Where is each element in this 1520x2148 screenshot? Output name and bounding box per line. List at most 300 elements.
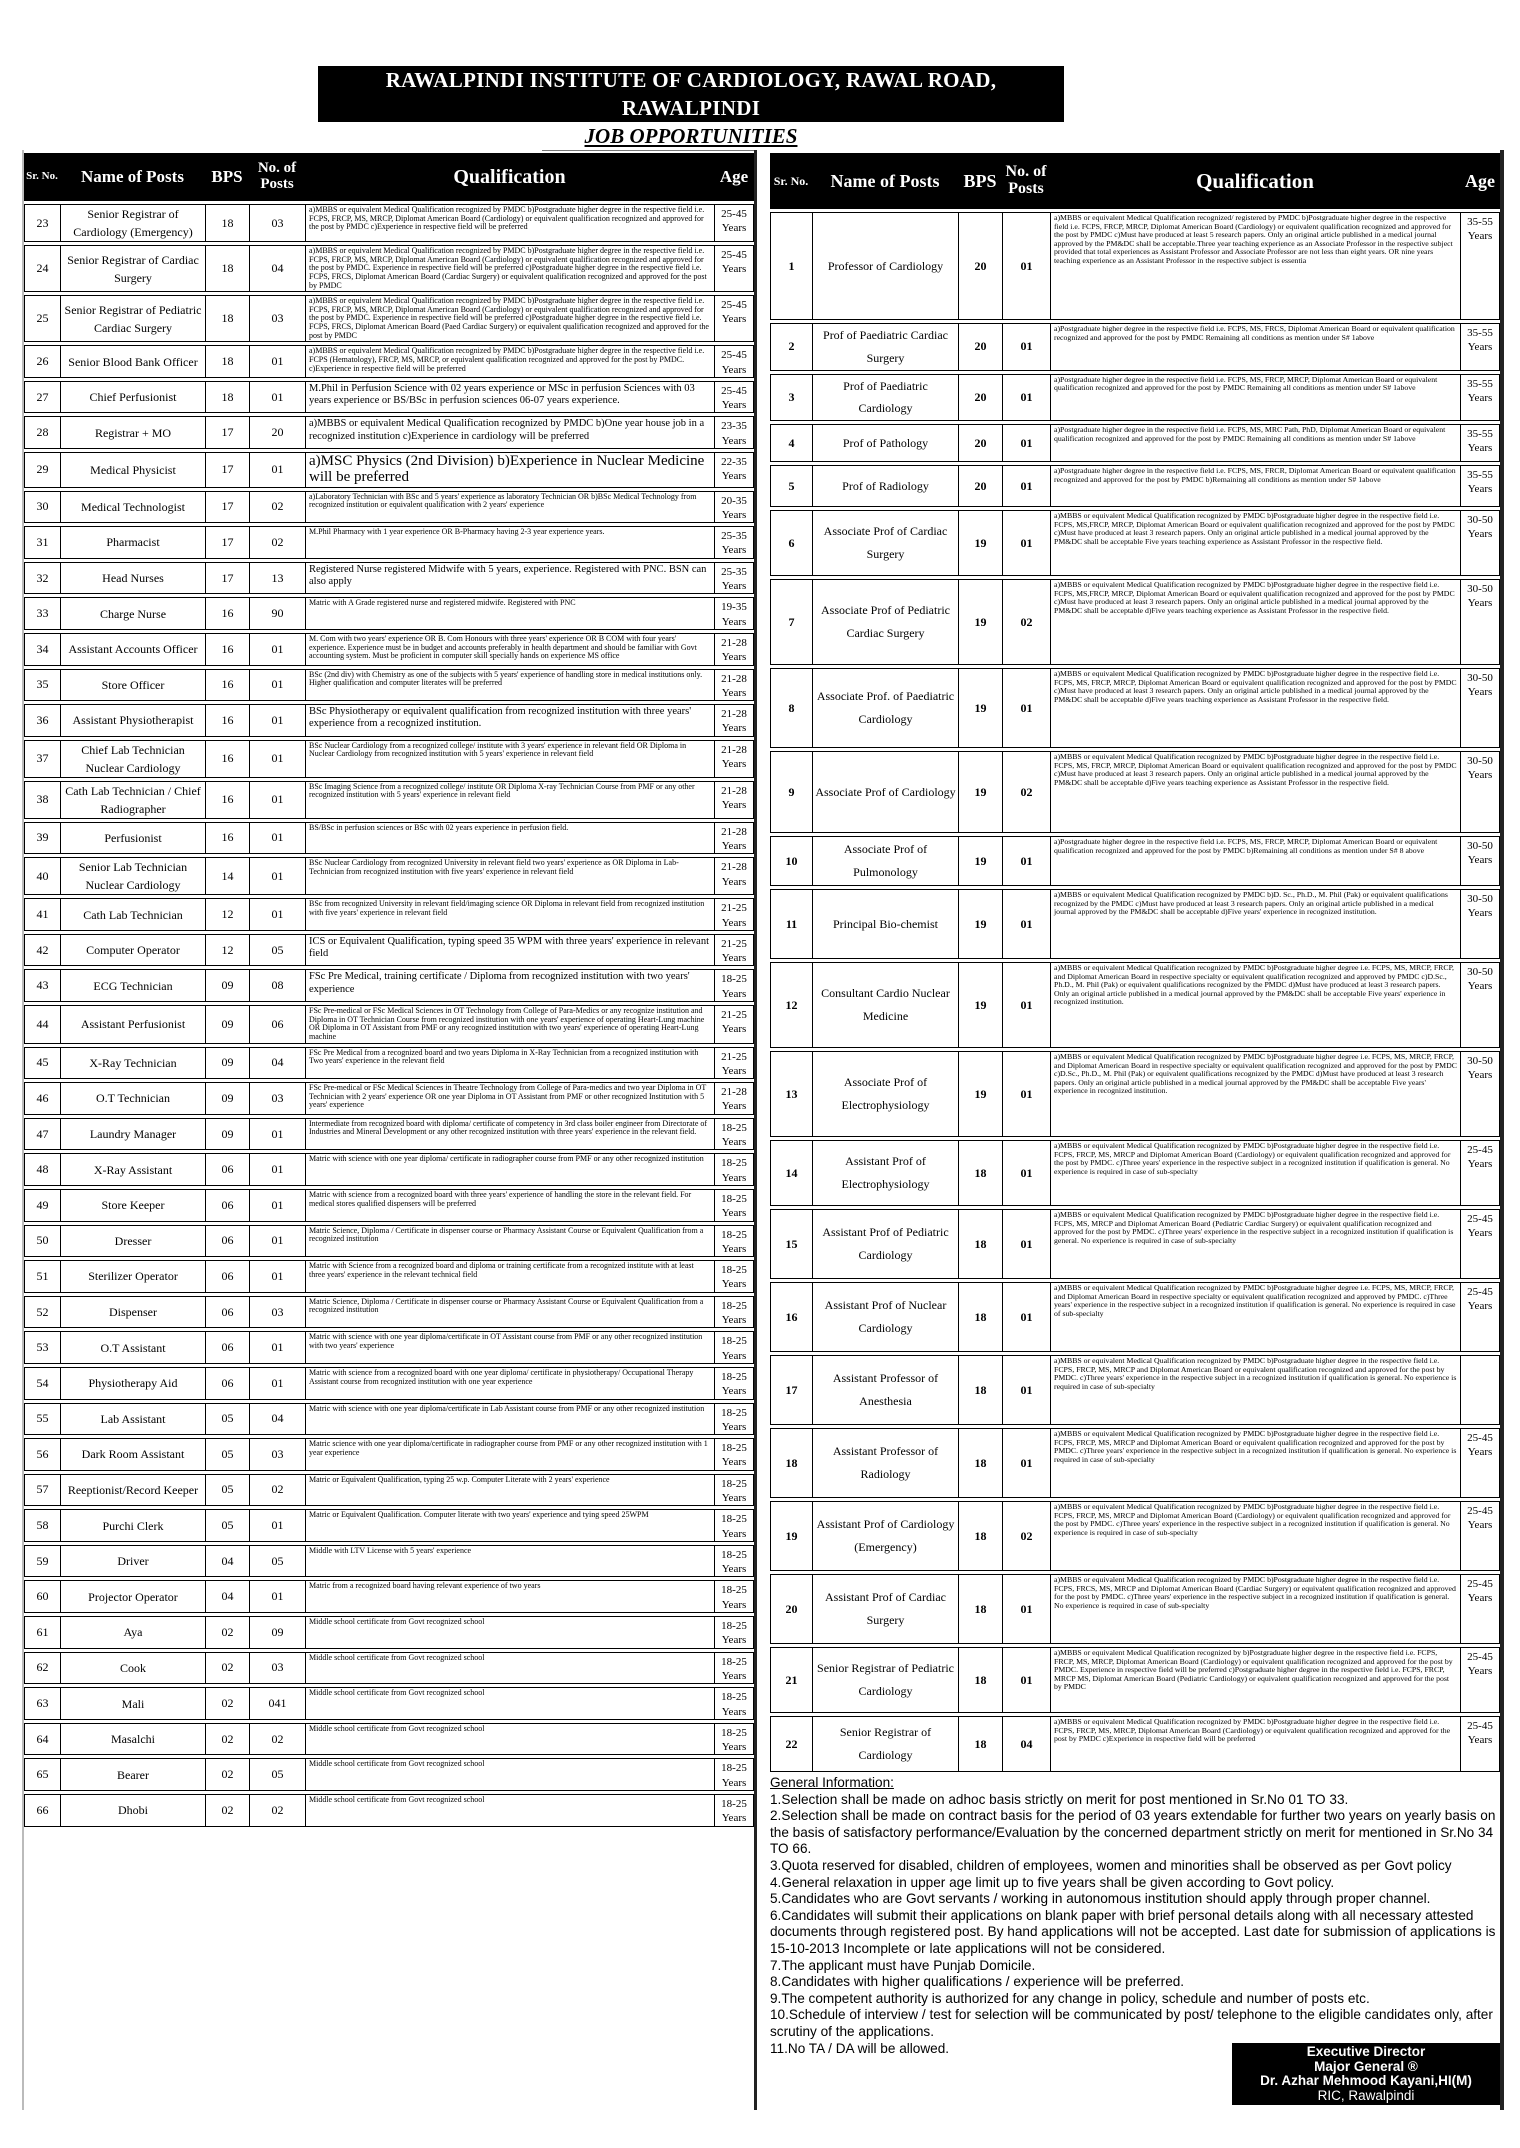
sr-number: 63 [24, 1687, 60, 1720]
qualification: Matric with Science from a recognized board and diploma or training certificate from a recognized institute with at least three years' experience in the relevant technical field [305, 1260, 714, 1293]
general-item: 6.Candidates will submit their applications on blank paper with brief personal details along with all necessary attested documents through registered post. By hand applications will not be accepted. Last date for submission of applications is 15-10-2013 Incomplete or late applications will not be considered. [770, 1907, 1496, 1956]
qualification: a)Postgraduate higher degree in the respective field i.e. FCPS, MS, FRCR, Diplomat American Board or equivalent qualification recognized and approved for the post by PMDC b)Remaining all conditions as mention under S# 1above [1050, 465, 1460, 507]
table-row [24, 822, 754, 855]
table-row [24, 491, 754, 524]
bps-grade: 04 [205, 1545, 249, 1578]
number-of-posts: 08 [249, 969, 305, 1002]
table-row [770, 889, 1500, 959]
qualification: a)MBBS or equivalent Medical Qualification recognized by b)Postgraduate higher degree in the respective field i.e. FCPS, FRCP, MS, MRCP, Diplomat American Board (Cardiology) or equivalent qualification recognized and approved for the post by PMDC. Experience in respective field will be preferred c)Postgraduate higher degree in the respective field i.e. FCPS, FRCP, MRCP MS, Diplomat American Board (Pediatric Cardiology) or equivalent qualification recognized and approved for the post by PMDC [1050, 1647, 1460, 1713]
number-of-posts: 09 [249, 1616, 305, 1649]
qualification: Registered Nurse registered Midwife with 5 years, experience. Registered with PNC. BSN can also apply [305, 562, 714, 595]
bps-grade: 16 [205, 633, 249, 666]
table-row [770, 962, 1500, 1048]
signature-block [1232, 2043, 1500, 2105]
post-name: X-Ray Technician [60, 1047, 205, 1080]
age-limit: 30-50 Years [1460, 889, 1500, 959]
number-of-posts: 01 [249, 1260, 305, 1293]
col-age: Age [714, 153, 754, 201]
number-of-posts: 03 [249, 1652, 305, 1685]
number-of-posts: 01 [249, 633, 305, 666]
table-row [24, 969, 754, 1002]
number-of-posts: 04 [1002, 1716, 1050, 1772]
number-of-posts: 02 [249, 1474, 305, 1507]
post-name: Chief Lab Technician Nuclear Cardiology [60, 740, 205, 778]
bps-grade: 18 [958, 1501, 1002, 1571]
age-limit: 19-35 Years [714, 597, 754, 630]
post-name: Assistant Prof of Cardiac Surgery [812, 1574, 958, 1644]
table-row [24, 740, 754, 778]
post-name: ECG Technician [60, 969, 205, 1002]
qualification: Matric with A Grade registered nurse and registered midwife. Registered with PNC [305, 597, 714, 630]
post-name: Associate Prof of Cardiology [812, 751, 958, 833]
number-of-posts: 01 [249, 1153, 305, 1186]
table-row [24, 1082, 754, 1115]
sr-number: 66 [24, 1794, 60, 1827]
table-row [24, 1153, 754, 1186]
post-name: Prof of Paediatric Cardiology [812, 374, 958, 422]
qualification: a)MBBS or equivalent Medical Qualification recognized by PMDC b)Postgraduate higher degree in the respective field i.e. FCPS, MS, FRCP, MRCP, Diplomat American Board or equivalent qualification recognized and approved for the post by PMDC c)Must have produced at least 3 research papers. Only an original article published in a medical journal approved by the PM&DC shall be acceptable d)Five years teaching experience as Assistant Professor in the respective field. [1050, 668, 1460, 748]
post-name: Senior Registrar of Cardiology [812, 1716, 958, 1772]
age-limit: 25-45 Years [714, 204, 754, 242]
sr-number: 19 [770, 1501, 812, 1571]
sr-number: 56 [24, 1438, 60, 1471]
general-item: 1.Selection shall be made on adhoc basis strictly on merit for post mentioned in Sr.No 01 TO 33. [770, 1791, 1349, 1807]
qualification: a)MBBS or equivalent Medical Qualification recognized by PMDC b)Postgraduate higher degree in the respective field i.e. FCPS, FRCS, MS, MRCP and Diplomat American Board (Cardiac Surgery) or equivalent qualification recognized and approved for the post by PMDC. c)Three years' experience in the respective subject in a recognized institution if qualification is general. No experience is required in case of sub-specialty [1050, 1574, 1460, 1644]
age-limit: 25-45 Years [1460, 1716, 1500, 1772]
age-limit: 21-25 Years [714, 898, 754, 931]
table-row [24, 1580, 754, 1613]
sr-number: 32 [24, 562, 60, 595]
bps-grade: 19 [958, 836, 1002, 886]
right-rows [770, 212, 1500, 1772]
sr-number: 17 [770, 1355, 812, 1425]
number-of-posts: 03 [249, 295, 305, 342]
table-row [24, 1652, 754, 1685]
number-of-posts: 01 [249, 1189, 305, 1222]
table-row [770, 751, 1500, 833]
qualification: a)MBBS or equivalent Medical Qualification recognized by PMDC b)D. Sc., Ph.D., M. Phil (Pak) or equivalent qualifications recognized by the PMDC c)Must have produced at least 3 research papers. Only an original article published in a medical journal approved by the PM&DC shall be acceptable d)Five years' experience in recognized institution. [1050, 889, 1460, 959]
table-row [24, 1438, 754, 1471]
number-of-posts: 04 [249, 1403, 305, 1436]
age-limit: 21-28 Years [714, 633, 754, 666]
table-row [770, 1209, 1500, 1279]
age-limit: 25-35 Years [714, 526, 754, 559]
number-of-posts: 05 [249, 1545, 305, 1578]
age-limit: 35-55 Years [1460, 465, 1500, 507]
sr-number: 40 [24, 857, 60, 895]
qualification: a)MBBS or equivalent Medical Qualification recognized by PMDC b)Postgraduate higher degree in the respective field i.e. FCPS, FRCP, MS, MRCP and Diplomat American Board or equivalent qualification recognized and approved for the post by PMDC. c)Three years' experience in the respective subject in a recognized institution if qualification is general. No experience is required in case of sub-specialty [1050, 1355, 1460, 1425]
sr-number: 55 [24, 1403, 60, 1436]
left-rows [24, 204, 754, 1827]
number-of-posts: 01 [249, 1118, 305, 1151]
post-name: Medical Physicist [60, 452, 205, 488]
sr-number: 9 [770, 751, 812, 833]
table-row [24, 345, 754, 378]
qualification: Matric with science with one year diploma/certificate in OT Assistant course from PMF or any other recognized institution with two years' experience [305, 1331, 714, 1364]
age-limit: 18-25 Years [714, 1687, 754, 1720]
sr-number: 58 [24, 1509, 60, 1542]
qualification: BSc Nuclear Cardiology from a recognized college/ institute with 3 years' experience in relevant field OR Diploma in Nuclear Cardiology from recognized institution with 5 years' experience in relevant field [305, 740, 714, 778]
table-row [24, 781, 754, 819]
bps-grade: 20 [958, 465, 1002, 507]
bps-grade: 05 [205, 1509, 249, 1542]
bps-grade: 18 [958, 1428, 1002, 1498]
sr-number: 30 [24, 491, 60, 524]
post-name: O.T Technician [60, 1082, 205, 1115]
number-of-posts: 01 [249, 857, 305, 895]
age-limit: 21-28 Years [714, 822, 754, 855]
qualification: a)MBBS or equivalent Medical Qualification recognized by PMDC b)Postgraduate higher degree in the respective field i.e. FCPS, FRCP, MS, MRCP, Diplomat American Board (Cardiology) or equivalent qualification recognized and approved for the post by PMDC c)Experience in respective field will be preferred [1050, 1716, 1460, 1772]
sr-number: 25 [24, 295, 60, 342]
table-row [770, 374, 1500, 422]
age-limit: 25-45 Years [714, 381, 754, 414]
bps-grade: 18 [958, 1716, 1002, 1772]
age-limit: 25-45 Years [714, 345, 754, 378]
bps-grade: 16 [205, 704, 249, 737]
number-of-posts: 20 [249, 416, 305, 449]
table-row [24, 704, 754, 737]
post-name: Senior Lab Technician Nuclear Cardiology [60, 857, 205, 895]
age-limit: 18-25 Years [714, 1758, 754, 1791]
qualification: a)MBBS or equivalent Medical Qualification recognized by PMDC b)One year house job in a recognized institution c)Experience in cardiology will be preferred [305, 416, 714, 449]
post-name: Associate Prof. of Paediatric Cardiology [812, 668, 958, 748]
qualification: Matric with science with one year diploma/certificate in Lab Assistant course from PMF or any other recognized institution [305, 1403, 714, 1436]
qualification: a)MBBS or equivalent Medical Qualification recognized/ registered by PMDC b)Postgraduate higher degree in the respective field i.e. FCPS, FRCP, MRCP, Diplomat American Board (Cardiology) or equivalent qualification recognized and approved for the post by PMDC c)Must have produced at least 5 research papers. Only an original article published in a medical journal approved by the PM&DC shall be acceptable.Three year teaching experience as an Associate Professor in the respective subject provided that total experiences as Assistant Professor and Associate Professor are not less than eight years. OR nine years teaching experience as an Assistant Professor in the respective subject is essentia [1050, 212, 1460, 320]
post-name: Senior Registrar of Cardiology (Emergency) [60, 204, 205, 242]
table-row [24, 1687, 754, 1720]
general-information [770, 1775, 1500, 2057]
qualification: a)Laboratory Technician with BSc and 5 years' experience as laboratory Technician OR b)BSc Medical Technology from recognized institution or equivalent qualification with 2 years' experience [305, 491, 714, 524]
qualification: BSc from recognized University in relevant field/imaging science OR Diploma in relevant field from recognized institution with five years' experience in relevant field [305, 898, 714, 931]
qualification: FSc Pre-medical or FSc Medical Sciences in OT Technology from College of Para-Medics or any recognize institution and Diploma in OT Technician Course from recognized institution with one years' experience of operating Heart-Lung machine OR Diploma in OT Assistant from PMF or any recognized institution with two years' experience of operating Heart-Lung machine [305, 1005, 714, 1044]
qualification: a)MBBS or equivalent Medical Qualification recognized by PMDC b)Postgraduate higher degree in the respective field i.e. FCPS, MS, FRCP, MRCP, Diplomat American Board or equivalent qualification recognized and approved for the post by PMDC c)Must have produced at least 3 research papers. Only an original article published in a medical journal approved by the PM&DC shall be acceptable d)Five years teaching experience as Assistant Professor in the respective field. [1050, 751, 1460, 833]
post-name: Senior Registrar of Pediatric Cardiac Surgery [60, 295, 205, 342]
bps-grade: 16 [205, 781, 249, 819]
post-name: Sterilizer Operator [60, 1260, 205, 1293]
qualification: Middle school certificate from Govt recognized school [305, 1758, 714, 1791]
number-of-posts: 03 [249, 1438, 305, 1471]
qualification: Matric Science, Diploma / Certificate in dispenser course or Pharmacy Assistant Course or Equivalent Qualification from a recognized institution [305, 1225, 714, 1258]
qualification: Intermediate from recognized board with diploma/ certificate of competency in 3rd class boiler engineer from Directorate of Industries and Mineral Development or any other recognized institution with three years' experience in the relevant field. [305, 1118, 714, 1151]
col-sr: Sr. No. [770, 153, 812, 209]
bps-grade: 20 [958, 212, 1002, 320]
table-row [770, 1282, 1500, 1352]
bps-grade: 19 [958, 962, 1002, 1048]
bps-grade: 17 [205, 526, 249, 559]
post-name: Medical Technologist [60, 491, 205, 524]
bps-grade: 19 [958, 751, 1002, 833]
bps-grade: 05 [205, 1403, 249, 1436]
post-name: Dispenser [60, 1296, 205, 1329]
general-item: 11.No TA / DA will be allowed. [770, 2040, 950, 2056]
sr-number: 54 [24, 1367, 60, 1400]
number-of-posts: 01 [1002, 889, 1050, 959]
sr-number: 37 [24, 740, 60, 778]
sr-number: 11 [770, 889, 812, 959]
table-row [24, 1616, 754, 1649]
qualification: Matric with science with one year diploma/ certificate in radiographer course from PMF or any other recognized institution [305, 1153, 714, 1186]
table-row [24, 1296, 754, 1329]
number-of-posts: 01 [1002, 1051, 1050, 1137]
sr-number: 41 [24, 898, 60, 931]
bps-grade: 19 [958, 579, 1002, 665]
bps-grade: 17 [205, 491, 249, 524]
age-limit: 18-25 Years [714, 1118, 754, 1151]
age-limit: 25-45 Years [1460, 1140, 1500, 1206]
table-row [24, 1225, 754, 1258]
qualification: BS/BSc in perfusion sciences or BSc with 02 years experience in perfusion field. [305, 822, 714, 855]
bps-grade: 19 [958, 668, 1002, 748]
qualification: Middle school certificate from Govt recognized school [305, 1616, 714, 1649]
bps-grade: 18 [205, 381, 249, 414]
table-row [770, 1501, 1500, 1571]
bps-grade: 19 [958, 889, 1002, 959]
post-name: Dhobi [60, 1794, 205, 1827]
table-row [24, 416, 754, 449]
age-limit: 18-25 Years [714, 1545, 754, 1578]
number-of-posts: 01 [1002, 374, 1050, 422]
number-of-posts: 13 [249, 562, 305, 595]
post-name: Reeptionist/Record Keeper [60, 1474, 205, 1507]
table-row [24, 381, 754, 414]
col-post: Name of Posts [60, 153, 205, 201]
age-limit: 18-25 Years [714, 1794, 754, 1827]
qualification: FSc Pre Medical, training certificate / Diploma from recognized institution with two years' experience [305, 969, 714, 1002]
post-name: Chief Perfusionist [60, 381, 205, 414]
post-name: Assistant Accounts Officer [60, 633, 205, 666]
post-name: Senior Registrar of Cardiac Surgery [60, 245, 205, 292]
age-limit: 30-50 Years [1460, 579, 1500, 665]
qualification: a)MBBS or equivalent Medical Qualification recognized by PMDC b)Postgraduate higher degree i.e. FCPS, MS, MRCP, FRCP, and Diplomat American Board in respective specialty or equivalent qualification recognized and approved by PMDC. c)Three years' experience in the respective subject in a recognized institution if qualification is general. No experience is required in case of sub-specialty [1050, 1282, 1460, 1352]
qualification: a)MBBS or equivalent Medical Qualification recognized by PMDC b)Postgraduate higher degree in the respective field i.e. FCPS, MS,FRCP, MRCP, Diplomat American Board or equivalent qualification recognized and approved for the post by PMDC c)Must have produced at least 3 research papers. Only an original article published in a medical journal approved by the PM&DC shall be acceptable Five years teaching experience as Assistant Professor in the respective field. [1050, 510, 1460, 576]
qualification: Middle school certificate from Govt recognized school [305, 1723, 714, 1756]
bps-grade: 09 [205, 969, 249, 1002]
number-of-posts: 01 [249, 1367, 305, 1400]
sr-number: 47 [24, 1118, 60, 1151]
number-of-posts: 90 [249, 597, 305, 630]
post-name: Associate Prof of Cardiac Surgery [812, 510, 958, 576]
table-row [24, 1005, 754, 1044]
age-limit: 30-50 Years [1460, 751, 1500, 833]
qualification: a)MBBS or equivalent Medical Qualification recognized by PMDC b)Postgraduate higher degree in the respective field i.e. FCPS, MS, MRCP and Diplomat American Board (Pediatric Cardiac Surgery) or equivalent qualification recognized and approved for the post by PMDC. c)Three years' experience in the respective subject in a recognized institution if qualification is general. No experience is required in case of sub-specialty [1050, 1209, 1460, 1279]
post-name: Prof of Pathology [812, 424, 958, 462]
post-name: O.T Assistant [60, 1331, 205, 1364]
sr-number: 14 [770, 1140, 812, 1206]
bps-grade: 12 [205, 934, 249, 967]
post-name: Associate Prof of Electrophysiology [812, 1051, 958, 1137]
age-limit [1460, 1355, 1500, 1425]
bps-grade: 06 [205, 1260, 249, 1293]
table-row [24, 1403, 754, 1436]
bps-grade: 12 [205, 898, 249, 931]
age-limit: 30-50 Years [1460, 510, 1500, 576]
number-of-posts: 03 [249, 1082, 305, 1115]
number-of-posts: 01 [1002, 1428, 1050, 1498]
table-row [24, 1545, 754, 1578]
general-items [770, 1792, 1500, 2058]
age-limit: 25-45 Years [714, 295, 754, 342]
age-limit: 21-28 Years [714, 857, 754, 895]
number-of-posts: 01 [1002, 836, 1050, 886]
age-limit: 30-50 Years [1460, 836, 1500, 886]
age-limit: 18-25 Years [714, 1225, 754, 1258]
qualification: Matric with science from a recognized board with one year diploma/ certificate in physiotherapy/ Occupational Therapy Assistant course from recognized institution with one year experience [305, 1367, 714, 1400]
sr-number: 31 [24, 526, 60, 559]
post-name: Associate Prof of Pulmonology [812, 836, 958, 886]
col-sr: Sr. No. [24, 153, 60, 201]
post-name: Head Nurses [60, 562, 205, 595]
general-item: 3.Quota reserved for disabled, children of employees, women and minorities shall be observed as per Govt policy [770, 1857, 1452, 1873]
bps-grade: 02 [205, 1687, 249, 1720]
age-limit: 18-25 Years [714, 1260, 754, 1293]
age-limit: 21-28 Years [714, 704, 754, 737]
post-name: Professor of Cardiology [812, 212, 958, 320]
sr-number: 62 [24, 1652, 60, 1685]
qualification: a)MBBS or equivalent Medical Qualification recognized by PMDC b)Postgraduate higher degree in the respective field i.e. FCPS, FRCP, MS, MRCP, Diplomat American Board (Cardiology) or equivalent qualification recognized and approved for the post by PMDC. Experience in respective field will be preferred c)Postgraduate higher degree in the respective field i.e. FCPS, FRCS, Diplomat American Board (Paed Cardiac Surgery) or equivalent qualification recognized and approved for the post by PMDC [305, 295, 714, 342]
general-item: 7.The applicant must have Punjab Domicile. [770, 1957, 1036, 1973]
jobs-table-right [770, 150, 1500, 1775]
job-opportunities-heading: JOB OPPORTUNITIES [584, 124, 798, 148]
qualification: M.Phil in Perfusion Science with 02 years experience or MSc in perfusion Sciences with 03 years experience or BS/BSc in perfusion sciences 06-07 years experience. [305, 381, 714, 414]
number-of-posts: 02 [249, 1794, 305, 1827]
qualification: Matric science with one year diploma/certificate in radiographer course from PMF or any other recognized institution with 1 year experience [305, 1438, 714, 1471]
sr-number: 34 [24, 633, 60, 666]
number-of-posts: 01 [1002, 510, 1050, 576]
sr-number: 50 [24, 1225, 60, 1258]
qualification: Middle with LTV License with 5 years' experience [305, 1545, 714, 1578]
qualification: a)Postgraduate higher degree in the respective field i.e. FCPS, MS, MRC Path, PhD, Diplomat American Board or equivalent qualification recognized and approved for the post by PMDC Remaining all conditions as mention under S# 1above [1050, 424, 1460, 462]
number-of-posts: 01 [249, 1331, 305, 1364]
sr-number: 51 [24, 1260, 60, 1293]
age-limit: 18-25 Years [714, 1296, 754, 1329]
table-row [24, 526, 754, 559]
age-limit: 25-45 Years [1460, 1428, 1500, 1498]
bps-grade: 18 [205, 295, 249, 342]
number-of-posts: 02 [1002, 579, 1050, 665]
post-name: Assistant Perfusionist [60, 1005, 205, 1044]
bps-grade: 02 [205, 1794, 249, 1827]
col-post: Name of Posts [812, 153, 958, 209]
bps-grade: 09 [205, 1082, 249, 1115]
col-no: No. of Posts [1002, 153, 1050, 209]
qualification: Matric from a recognized board having relevant experience of two years [305, 1580, 714, 1613]
bps-grade: 02 [205, 1758, 249, 1791]
bps-grade: 02 [205, 1723, 249, 1756]
bps-grade: 18 [958, 1140, 1002, 1206]
qualification: a)MBBS or equivalent Medical Qualification recognized by PMDC b)Postgraduate higher degree in the respective field i.e. FCPS (Hematology), FRCP, MS, MRCP, or equivalent qualification recognized and approved for the post by PMDC. c)Experience in respective field will be preferred [305, 345, 714, 378]
post-name: Senior Registrar of Pediatric Cardiology [812, 1647, 958, 1713]
table-row [24, 934, 754, 967]
age-limit: 23-35 Years [714, 416, 754, 449]
sr-number: 16 [770, 1282, 812, 1352]
table-row [24, 1723, 754, 1756]
post-name: Dresser [60, 1225, 205, 1258]
sr-number: 21 [770, 1647, 812, 1713]
table-row [770, 1140, 1500, 1206]
post-name: Registrar + MO [60, 416, 205, 449]
bps-grade: 18 [958, 1209, 1002, 1279]
number-of-posts: 02 [1002, 1501, 1050, 1571]
age-limit: 18-25 Years [714, 1438, 754, 1471]
age-limit: 21-28 Years [714, 781, 754, 819]
qualification: Middle school certificate from Govt recognized school [305, 1652, 714, 1685]
bps-grade: 17 [205, 452, 249, 488]
age-limit: 21-28 Years [714, 1082, 754, 1115]
bps-grade: 02 [205, 1616, 249, 1649]
qualification: a)MBBS or equivalent Medical Qualification recognized by PMDC b)Postgraduate higher degree i.e. FCPS, MS, MRCP, FRCP, and Diplomat American Board in respective specialty or equivalent qualification recognized and approved for the post by PMDC c)D.Sc., Ph.D., M. Phil (Pak) or equivalent qualifications recognized by the PMDC d)Must have produced at least 3 research papers. Only an original article published in a medical journal approved by the PM&DC shall be acceptable Five years' experience in recognized institution. [1050, 1051, 1460, 1137]
table-row [770, 1574, 1500, 1644]
age-limit: 25-45 Years [714, 245, 754, 292]
number-of-posts: 01 [1002, 1355, 1050, 1425]
bps-grade: 18 [205, 204, 249, 242]
post-name: Assistant Professor of Radiology [812, 1428, 958, 1498]
table-row [24, 204, 754, 242]
sr-number: 45 [24, 1047, 60, 1080]
bps-grade: 17 [205, 416, 249, 449]
age-limit: 18-25 Years [714, 1331, 754, 1364]
post-name: Store Keeper [60, 1189, 205, 1222]
number-of-posts: 04 [249, 1047, 305, 1080]
post-name: Charge Nurse [60, 597, 205, 630]
age-limit: 25-35 Years [714, 562, 754, 595]
sr-number: 3 [770, 374, 812, 422]
post-name: Prof of Paediatric Cardiac Surgery [812, 323, 958, 371]
number-of-posts: 01 [1002, 1209, 1050, 1279]
qualification: Matric or Equivalent Qualification, typing 25 w.p. Computer Literate with 2 years' experience [305, 1474, 714, 1507]
general-item: 8.Candidates with higher qualifications / experience will be preferred. [770, 1974, 1185, 1990]
age-limit: 20-35 Years [714, 491, 754, 524]
general-item: 2.Selection shall be made on contract basis for the period of 03 years extendable for further two years on yearly basis on the basis of satisfactory performance/Evaluation by the concerned department strictly on merit for mentioned in Sr.No 34 TO 66. [770, 1808, 1496, 1857]
sr-number: 2 [770, 323, 812, 371]
age-limit: 30-50 Years [1460, 962, 1500, 1048]
sr-number: 15 [770, 1209, 812, 1279]
bps-grade: 04 [205, 1580, 249, 1613]
number-of-posts: 01 [249, 740, 305, 778]
general-item: 4.General relaxation in upper age limit up to five years shall be given according to Govt policy. [770, 1874, 1335, 1890]
sr-number: 5 [770, 465, 812, 507]
post-name: Store Officer [60, 669, 205, 702]
qualification: a)MBBS or equivalent Medical Qualification recognized by PMDC b)Postgraduate higher degree in the respective field i.e. FCPS, FRCP, MS, MRCP and Diplomat American Board (Cardiology) or equivalent qualification recognized and approved for the post by PMDC. c)Three years' experience in the respective subject in a recognized institution if qualification is general. No experience is required in case of sub-specialty [1050, 1501, 1460, 1571]
bps-grade: 20 [958, 424, 1002, 462]
sr-number: 1 [770, 212, 812, 320]
table-row [24, 857, 754, 895]
post-name: Consultant Cardio Nuclear Medicine [812, 962, 958, 1048]
sr-number: 35 [24, 669, 60, 702]
qualification: a)Postgraduate higher degree in the respective field i.e. FCPS, MS, FRCP, MRCP, Diplomat American Board or equivalent qualification recognized and approved for the post by PMDC Remaining all conditions as mention under S# 1above [1050, 374, 1460, 422]
number-of-posts: 01 [1002, 1282, 1050, 1352]
table-row [770, 323, 1500, 371]
post-name: Cath Lab Technician [60, 898, 205, 931]
post-name: Prof of Radiology [812, 465, 958, 507]
qualification: a)Postgraduate higher degree in the respective field i.e. FCPS, MS, FRCP, MRCP, Diplomat American Board or equivalent qualification recognized and approved for the post by PMDC b)Remaining all conditions as mention under S# 8 above [1050, 836, 1460, 886]
center-border [754, 150, 757, 2110]
age-limit: 21-25 Years [714, 934, 754, 967]
age-limit: 18-25 Years [714, 1474, 754, 1507]
post-name: Aya [60, 1616, 205, 1649]
signature-name: Dr. Azhar Mehmood Kayani,HI(M) [1260, 2073, 1472, 2088]
bps-grade: 14 [205, 857, 249, 895]
bps-grade: 05 [205, 1474, 249, 1507]
bps-grade: 18 [958, 1574, 1002, 1644]
col-qual: Qualification [305, 153, 714, 201]
age-limit: 21-28 Years [714, 740, 754, 778]
qualification: a)MBBS or equivalent Medical Qualification recognized by PMDC b)Postgraduate higher degree in the respective field i.e. FCPS, FRCP, MS, MRCP and Diplomat American Board (Cardiology) or equivalent qualification recognized and approved for the post by PMDC. c)Three years' experience in the respective subject in a recognized institution if qualification is general. No experience is required in case of sub-specialty [1050, 1140, 1460, 1206]
number-of-posts: 06 [249, 1005, 305, 1044]
age-limit: 25-45 Years [1460, 1574, 1500, 1644]
number-of-posts: 04 [249, 245, 305, 292]
sr-number: 57 [24, 1474, 60, 1507]
age-limit: 35-55 Years [1460, 374, 1500, 422]
